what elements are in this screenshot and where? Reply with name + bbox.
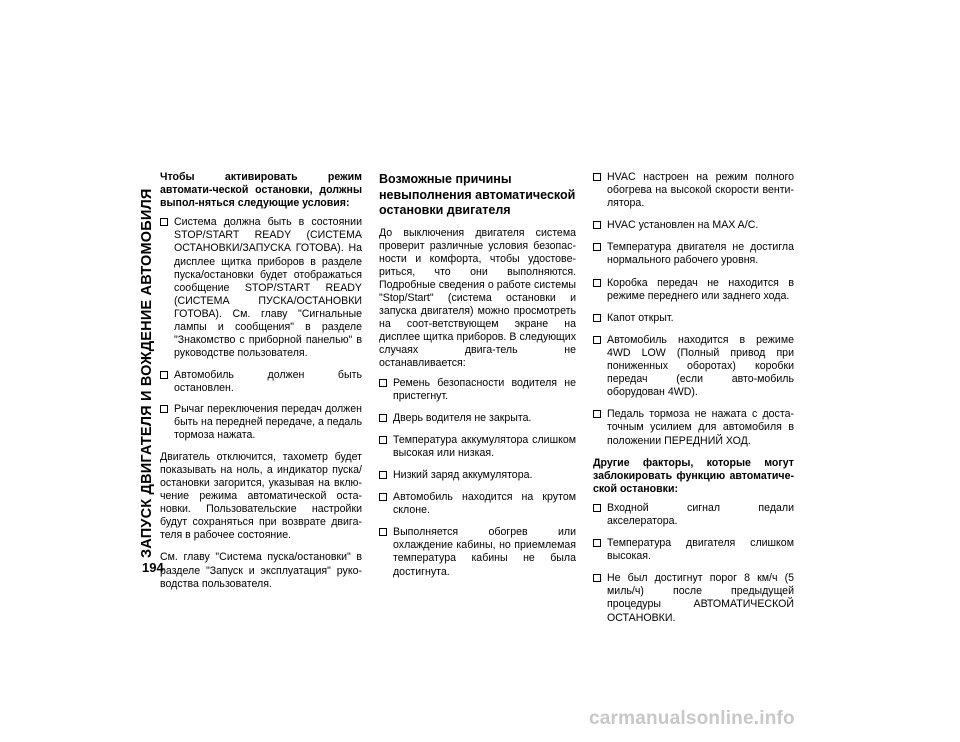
list-item	[593, 171, 794, 210]
list-item	[379, 434, 576, 460]
list-item-text: Ремень безопасности водителя не пристегнут.	[393, 376, 576, 402]
list-item	[379, 526, 576, 578]
list-item	[160, 216, 362, 360]
conditions-list	[160, 216, 362, 442]
list-item	[379, 412, 576, 425]
list-item	[593, 572, 794, 624]
list-item	[593, 502, 794, 528]
checkbox-bullet-icon	[593, 504, 601, 512]
list-item-text: Капот открыт.	[607, 311, 674, 324]
list-item-text: Дверь водителя не закрыта.	[393, 411, 532, 424]
list-item	[379, 469, 576, 482]
list-item	[593, 408, 794, 447]
list-item-text: Температура двигателя слишком высокая.	[607, 537, 794, 563]
checkbox-bullet-icon	[593, 539, 601, 547]
list-item-text: Выполняется обогрев или охлаждение кабины, но приемлемая температура кабины не была достигнута.	[393, 526, 576, 578]
list-item	[593, 219, 794, 232]
checkbox-bullet-icon	[593, 221, 601, 229]
checkbox-bullet-icon	[593, 574, 601, 582]
list-item-text: Автомобиль находится в режиме 4WD LOW (Полный привод при пониженных оборотах) коробки передач (если авто-мобиль оборудован 4WD).	[607, 333, 794, 399]
checkbox-bullet-icon	[593, 314, 601, 322]
checkbox-bullet-icon	[160, 218, 168, 226]
checkbox-bullet-icon	[379, 414, 387, 422]
body-paragraph: Двигатель отключится, тахометр будет показывать на ноль, а индикатор пуска/остановки загорится, указывая на вклю-чение режима автоматической оста-новки. Пользовательские настройки будут сохраняться при возврате двига-теля в рабочее состояние.	[160, 450, 362, 542]
list-item	[593, 241, 794, 267]
list-item	[593, 334, 794, 399]
list-item	[593, 277, 794, 303]
list-item	[379, 377, 576, 403]
list-item-text: Рычаг переключения передач должен быть на передней передаче, а педаль тормоза нажата.	[174, 402, 362, 441]
checkbox-bullet-icon	[593, 243, 601, 251]
column-2	[379, 172, 576, 588]
list-item-text: Входной сигнал педали акселератора.	[607, 501, 794, 527]
list-item	[160, 369, 362, 395]
column-3	[593, 171, 794, 634]
list-item-text: Температура двигателя не достигла нормального рабочего уровня.	[607, 241, 794, 267]
body-paragraph: До выключения двигателя система проверит различные условия безопас-ности и комфорта, чтобы удостове-риться, что они выполняются. Подробные сведения о работе системы "Stop/Start" (система остановки и запуска двигателя) можно просмотреть на соот-ветствующем экране на дисплее щитка приборов. В следующих случаях двига-тель не останавливается:	[379, 226, 576, 370]
checkbox-bullet-icon	[379, 436, 387, 444]
column-1	[160, 171, 362, 600]
checkbox-bullet-icon	[593, 279, 601, 287]
list-item-text: HVAC настроен на режим полного обогрева на высокой скорости венти-лятора.	[607, 171, 794, 210]
checkbox-bullet-icon	[379, 471, 387, 479]
list-item	[379, 491, 576, 517]
checkbox-bullet-icon	[160, 371, 168, 379]
conditions-heading: Чтобы активировать режим автомати-ческой остановки, должны выпол-няться следующие условия:	[160, 171, 362, 210]
checkbox-bullet-icon	[593, 173, 601, 181]
list-item	[593, 312, 794, 325]
list-item-text: Температура аккумулятора слишком высокая или низкая.	[393, 433, 576, 459]
checkbox-bullet-icon	[379, 528, 387, 536]
page-number: 194	[142, 560, 164, 575]
list-item	[160, 403, 362, 442]
section-title: ЗАПУСК ДВИГАТЕЛЯ И ВОЖДЕНИЕ АВТОМОБИЛЯ	[139, 188, 155, 558]
checkbox-bullet-icon	[160, 405, 168, 413]
site-watermark: carmanualsonline.info	[589, 708, 795, 729]
list-item-text: Автомобиль должен быть остановлен.	[174, 369, 362, 395]
list-item-text: Автомобиль находится на крутом склоне.	[393, 491, 576, 517]
body-paragraph: См. главу "Система пуска/остановки" в разделе "Запуск и эксплуатация" руко-водства пользователя.	[160, 551, 362, 590]
list-item-text: Коробка передач не находится в режиме переднего или заднего хода.	[607, 276, 794, 302]
checkbox-bullet-icon	[593, 410, 601, 418]
reasons-list-continued	[593, 171, 794, 448]
other-factors-list	[593, 502, 794, 625]
list-item-text: Педаль тормоза не нажата с доста-точным усилием для автомобиля в положении ПЕРЕДНИЙ ХОД.	[607, 408, 794, 447]
reasons-list	[379, 377, 576, 579]
checkbox-bullet-icon	[593, 336, 601, 344]
checkbox-bullet-icon	[379, 379, 387, 387]
list-item	[593, 537, 794, 563]
list-item-text: HVAC установлен на MAX A/C.	[607, 219, 759, 232]
other-factors-heading: Другие факторы, которые могут заблокировать функцию автоматиче-ской остановки:	[593, 456, 794, 495]
list-item-text: Не был достигнут порог 8 км/ч (5 миль/ч) после предыдущей процедуры АВТОМАТИЧЕСКОЙ ОСТАНОВКИ.	[607, 572, 794, 624]
checkbox-bullet-icon	[379, 493, 387, 501]
section-heading: Возможные причины невыполнения автоматической остановки двигателя	[379, 172, 576, 217]
list-item-text: Низкий заряд аккумулятора.	[393, 469, 533, 481]
list-item-text: Система должна быть в состоянии STOP/START READY (СИСТЕМА ОСТАНОВКИ/ЗАПУСКА ГОТОВА). На дисплее щитка приборов в разделе пуска/остановки будет отображаться сообщение STOP/START READY (СИСТЕМА ПУСКА/ОСТАНОВКИ ГОТОВА). См. главу "Сигнальные лампы и сообщения" в разделе "Знакомство с приборной панелью" в руководстве пользователя.	[174, 216, 362, 360]
